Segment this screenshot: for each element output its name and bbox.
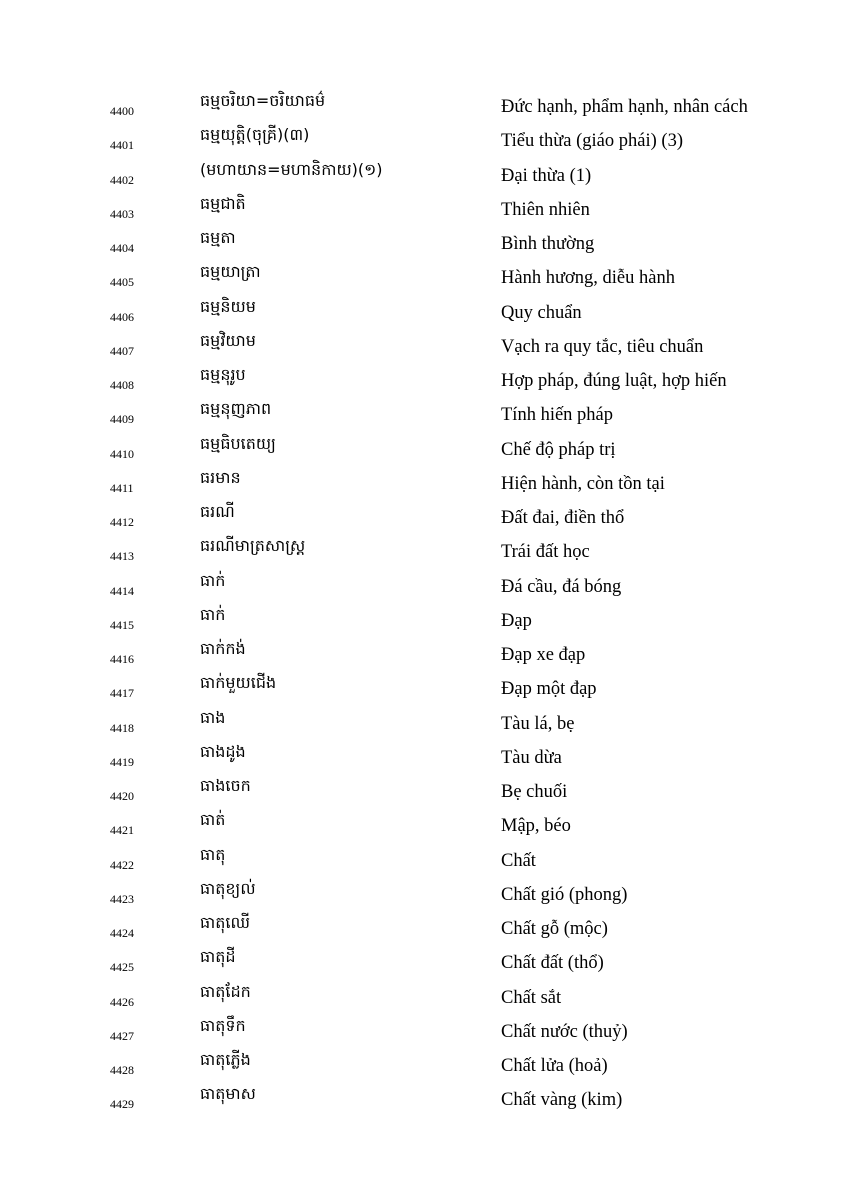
khmer-term: ធាងចេក — [200, 776, 251, 795]
entry-number: 4417 — [110, 686, 134, 701]
vietnamese-translation: Đại thừa (1) — [501, 165, 592, 186]
dictionary-entry — [0, 399, 848, 433]
entry-number: 4422 — [110, 857, 134, 872]
dictionary-entry — [0, 468, 848, 502]
dictionary-entry — [0, 1016, 848, 1050]
khmer-term: ធាតុដែក — [200, 981, 251, 1001]
entry-number: 4410 — [110, 446, 134, 461]
khmer-term: ធម្មយាត្រា — [200, 262, 261, 282]
dictionary-entry — [0, 125, 848, 159]
entry-number: 4427 — [110, 1028, 134, 1043]
dictionary-entry — [0, 502, 848, 536]
entry-number: 4409 — [110, 412, 134, 427]
khmer-term: ធាតុខ្យល់ — [200, 878, 256, 898]
khmer-term: ធរណី — [200, 502, 235, 521]
khmer-term: ធាតុឈើ — [200, 913, 250, 932]
entry-number: 4420 — [110, 789, 134, 803]
khmer-term: ធម្មនុញភាព — [200, 399, 272, 419]
dictionary-entry — [0, 913, 848, 947]
vietnamese-translation: Hợp pháp, đúng luật, hợp hiến — [501, 371, 727, 391]
vietnamese-translation: Tàu dừa — [501, 747, 562, 768]
vietnamese-translation: Đức hạnh, phẩm hạnh, nhân cách — [501, 97, 748, 117]
khmer-term: ធម្មយុត្តិ(ចុគ្រី)(៣) — [200, 125, 310, 145]
entry-number: 4416 — [110, 652, 134, 666]
dictionary-entry — [0, 160, 848, 194]
dictionary-entry — [0, 605, 848, 639]
dictionary-entry — [0, 194, 848, 228]
khmer-term: ធាតុទឹក — [200, 1015, 246, 1035]
vietnamese-translation: Đạp — [501, 610, 532, 631]
vietnamese-translation: Tính hiến pháp — [501, 405, 614, 426]
dictionary-entry — [0, 673, 848, 707]
entry-number: 4403 — [110, 206, 134, 221]
vietnamese-translation: Bẹ chuối — [501, 782, 568, 802]
khmer-term: ធាក់ — [200, 570, 226, 590]
dictionary-entry — [0, 365, 848, 399]
khmer-term: ធម្មជាតិ — [200, 193, 246, 213]
entry-number: 4408 — [110, 378, 134, 392]
entry-number: 4405 — [110, 275, 134, 290]
dictionary-entry — [0, 262, 848, 296]
entry-number: 4412 — [110, 515, 134, 529]
vietnamese-translation: Đá cầu, đá bóng — [501, 576, 622, 597]
entry-number: 4407 — [110, 343, 134, 358]
vietnamese-translation: Chất nước (thuỷ) — [501, 1021, 628, 1042]
dictionary-entry — [0, 845, 848, 879]
dictionary-entry — [0, 536, 848, 570]
khmer-term: ធាក់កង់ — [200, 639, 246, 658]
entry-number: 4400 — [110, 104, 134, 118]
entry-number: 4414 — [110, 583, 134, 598]
khmer-term: ធម្មតា — [200, 228, 236, 247]
vietnamese-translation: Thiên nhiên — [501, 199, 590, 220]
khmer-term: ធាងដូង — [200, 741, 246, 761]
vietnamese-translation: Mập, béo — [501, 816, 571, 837]
vietnamese-translation: Trái đất học — [501, 542, 590, 563]
vietnamese-translation: Quy chuẩn — [501, 302, 582, 323]
vietnamese-translation: Chất gió (phong) — [501, 884, 628, 905]
dictionary-entry — [0, 1050, 848, 1084]
khmer-term: (មហាយាន=មហានិកាយ)(១) — [200, 159, 383, 179]
entry-number: 4419 — [110, 754, 134, 769]
vietnamese-translation: Tiểu thừa (giáo phái) (3) — [501, 131, 683, 152]
vietnamese-translation: Tàu lá, bẹ — [501, 713, 575, 734]
vietnamese-translation: Vạch ra quy tắc, tiêu chuẩn — [501, 336, 704, 357]
vietnamese-translation: Chất gỗ (mộc) — [501, 919, 608, 939]
entry-number: 4425 — [110, 960, 134, 975]
vietnamese-translation: Đạp xe đạp — [501, 645, 586, 665]
dictionary-entry — [0, 810, 848, 844]
entry-number: 4428 — [110, 1063, 134, 1077]
entry-number: 4415 — [110, 617, 134, 632]
dictionary-entry — [0, 708, 848, 742]
dictionary-entry — [0, 982, 848, 1016]
khmer-term: ធាក់ — [200, 604, 226, 624]
dictionary-entry — [0, 91, 848, 125]
khmer-term: ធម្មចរិយា=ចរិយាធម៌ — [200, 91, 326, 110]
dictionary-entry — [0, 1084, 848, 1118]
entry-number: 4401 — [110, 138, 134, 153]
entry-number: 4429 — [110, 1097, 134, 1112]
dictionary-entry — [0, 639, 848, 673]
dictionary-entry — [0, 331, 848, 365]
dictionary-entry — [0, 434, 848, 468]
khmer-term: ធាតុមាស — [200, 1084, 256, 1104]
vietnamese-translation: Chế độ pháp trị — [501, 439, 616, 460]
khmer-term: ធាតុ — [200, 844, 226, 864]
khmer-term: ធាង — [200, 707, 226, 727]
entry-number: 4421 — [110, 823, 134, 838]
vietnamese-translation: Đạp một đạp — [501, 679, 597, 700]
entry-number: 4418 — [110, 720, 134, 735]
vietnamese-translation: Hành hương, diễu hành — [501, 268, 675, 289]
khmer-term: ធាត់ — [200, 810, 226, 830]
khmer-term: ធម្មនុរូប — [200, 365, 246, 384]
vietnamese-translation: Chất sắt — [501, 987, 562, 1008]
khmer-term: ធាតុភ្លើង — [200, 1050, 251, 1069]
khmer-term: ធរណីមាត្រសាស្ត្រ — [200, 536, 306, 556]
entry-number: 4411 — [110, 480, 134, 495]
vietnamese-translation: Đất đai, điền thổ — [501, 508, 625, 528]
dictionary-entry — [0, 742, 848, 776]
vietnamese-translation: Chất lửa (hoả) — [501, 1056, 608, 1076]
entry-number: 4426 — [110, 994, 134, 1009]
entry-number: 4406 — [110, 309, 134, 324]
vietnamese-translation: Chất vàng (kim) — [501, 1090, 623, 1111]
vietnamese-translation: Chất đất (thổ) — [501, 953, 604, 974]
entry-number: 4413 — [110, 549, 134, 564]
dictionary-entry — [0, 228, 848, 262]
khmer-term: ធាក់មួយជើង — [200, 673, 277, 693]
khmer-term: ធាតុដី — [200, 947, 236, 967]
vietnamese-translation: Chất — [501, 850, 536, 871]
entry-number: 4402 — [110, 172, 134, 187]
entry-number: 4423 — [110, 891, 134, 906]
khmer-term: ធរមាន — [200, 467, 241, 487]
dictionary-entry — [0, 776, 848, 810]
khmer-term: ធម្មនិយម — [200, 296, 256, 316]
vietnamese-translation: Bình thường — [501, 234, 595, 254]
dictionary-entry — [0, 571, 848, 605]
dictionary-entry — [0, 297, 848, 331]
entry-number: 4424 — [110, 926, 134, 940]
khmer-term: ធម្មវិយាម — [200, 330, 256, 350]
dictionary-entry — [0, 947, 848, 981]
dictionary-entry — [0, 879, 848, 913]
vietnamese-translation: Hiện hành, còn tồn tại — [501, 473, 665, 494]
khmer-term: ធម្មធិបតេយ្យ — [200, 433, 276, 453]
entry-number: 4404 — [110, 241, 134, 255]
